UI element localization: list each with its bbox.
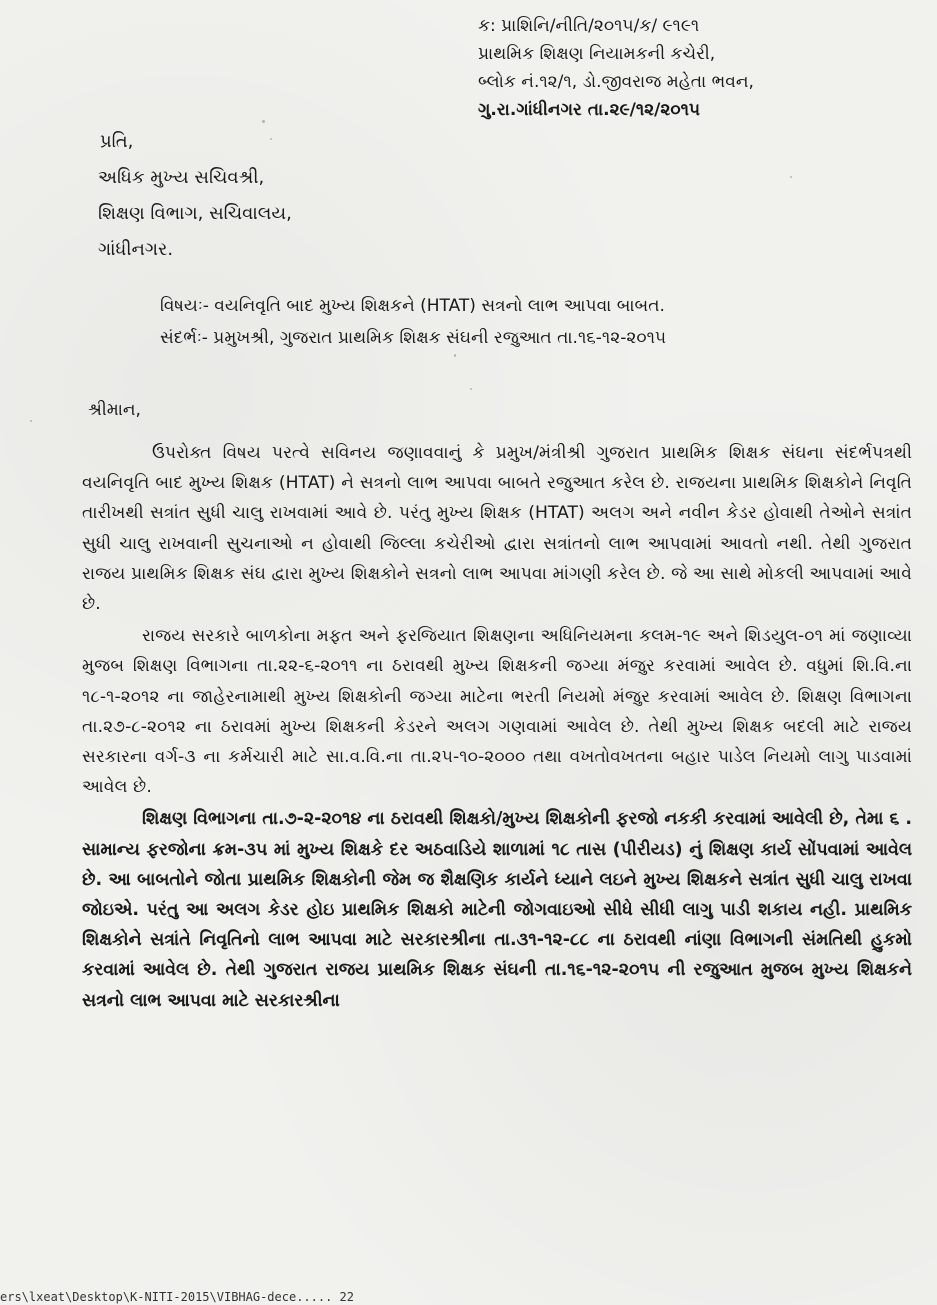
scan-speckle xyxy=(454,354,456,357)
addressee-line-3: ગાંધીનગર. xyxy=(98,239,174,260)
paragraph-1: ઉપરોક્ત વિષય પરત્વે સવિનય જણાવવાનું કે પ્રમુખ/મંત્રીશ્રી ગુજરાત પ્રાથમિક શિક્ષક સંઘના સંદર્ભપત્રથી વયનિવૃતિ બાદ મુખ્ય શિક્ષક (HTAT) ને સત્રનો લાભ આપવા બાબતે રજુઆત કરેલ છે. રાજયના પ્રાથમિક શિક્ષકોને નિવૃતિ તારીખથી સત્રાંત સુધી ચાલુ રાખવામાં આવે છે. પરંતુ મુખ્ય શિક્ષક (HTAT) અલગ અને નવીન કેડર હોવાથી તેઓને સત્રાંત સુધી ચાલુ રાખવાની સુચનાઓ ન હોવાથી જિલ્લા કચેરીઓ દ્વારા સત્રાંતનો લાભ આપવામાં આવતો નથી. તેથી ગુજરાત રાજય પ્રાથમિક શિક્ષક સંઘ દ્વારા મુખ્ય શિક્ષકોને સત્રનો લાભ આપવા માંગણી કરેલ છે. જે આ સાથે મોકલી આપવામાં આવે છે. xyxy=(82,443,912,615)
office-name: પ્રાથમિક શિક્ષણ નિયામકની કચેરી, xyxy=(478,44,716,64)
letter-body xyxy=(82,438,912,1018)
scan-speckle xyxy=(262,120,265,123)
reference-line: સંદર્ભઃ- પ્રમુખશ્રી, ગુજરાત પ્રાથમિક શિક્ષક સંઘની રજુઆત તા.૧૬-૧૨-૨૦૧૫ xyxy=(160,328,667,348)
file-path-footer: ers\lxeat\Desktop\K-NITI-2015\VIBHAG-dece..... 22 xyxy=(0,1290,355,1304)
scan-speckle xyxy=(30,420,32,422)
paragraph-2: રાજય સરકારે બાળકોના મફત અને ફરજિયાત શિક્ષણના અધિનિયમના કલમ-૧૯ અને શિડયુલ-૦૧ માં જણાવ્યા મુજબ શિક્ષણ વિભાગના તા.૨૨-૬-૨૦૧૧ ના ઠરાવથી મુખ્ય શિક્ષકની જગ્યા મંજુર કરવામાં આવેલ છે. વધુમાં શિ.વિ.ના ૧૮-૧-૨૦૧૨ ના જાહેરનામાથી મુખ્ય શિક્ષકોની જગ્યા માટેના ભરતી નિયમો મંજુર કરવામાં આવેલ છે. શિક્ષણ વિભાગના તા.૨૭-૮-૨૦૧૨ ના ઠરાવમાં મુખ્ય શિક્ષકની કેડરને અલગ ગણવામાં આવેલ છે. તેથી મુખ્ય શિક્ષક બદલી માટે રાજય સરકારના વર્ગ-૩ ના કર્મચારી માટે સા.વ.વિ.ના તા.૨૫-૧૦-૨૦૦૦ તથા વખતોવખતના બહાર પાડેલ નિયમો લાગુ પાડવામાં આવેલ છે. xyxy=(82,626,912,798)
addressee-block xyxy=(100,124,460,268)
reference-number: ક: પ્રાશિનિ/નીતિ/૨૦૧૫/ક/ ૯૧૯૧ xyxy=(478,16,700,36)
addressee-line-1: અધિક મુખ્ય સચિવશ્રી, xyxy=(98,167,265,188)
addressee-to: પ્રતિ, xyxy=(100,131,134,152)
scan-speckle xyxy=(470,388,472,390)
subject-line: વિષયઃ- વયનિવૃતિ બાદ મુખ્ય શિક્ષકને (HTAT) સત્રનો લાભ આપવા બાબત. xyxy=(160,296,665,316)
paragraph-3: શિક્ષણ વિભાગના તા.૭-૨-૨૦૧૪ ના ઠરાવથી શિક્ષકો/મુખ્ય શિક્ષકોની ફરજો નકકી કરવામાં આવેલી છે, તેમા ૬ . સામાન્ય ફરજોના ક્રમ-૩૫ માં મુખ્ય શિક્ષકે દર અઠવાડિયે શાળામાં ૧૮ તાસ (પીરીયડ) નું શિક્ષણ કાર્ય સોંપવામાં આવેલ છે. આ બાબતોને જોતા પ્રાથમિક શિક્ષકોની જેમ જ શૈક્ષણિક કાર્યને ધ્યાને લઇને મુખ્ય શિક્ષકને સત્રાંત સુધી ચાલુ રાખવા જોઇએ. પરંતુ આ અલગ કેડર હોઇ પ્રાથમિક શિક્ષકો માટેની જોગવાઇઓ સીધે સીધી લાગુ પાડી શકાય નહી. પ્રાથમિક શિક્ષકોને સત્રાંતે નિવૃતિનો લાભ આપવા માટે સરકારશ્રીના તા.૩૧-૧૨-૮૮ ના ઠરાવથી નાંણા વિભાગની સંમતિથી હુકમો કરવામાં આવેલ છે. તેથી ગુજરાત રાજય પ્રાથમિક શિક્ષક સંઘની તા.૧૬-૧૨-૨૦૧૫ ની રજુઆત મુજબ મુખ્ય શિક્ષકને સત્રનો લાભ આપવા માટે સરકારશ્રીના xyxy=(82,809,912,1011)
addressee-line-2: શિક્ષણ વિભાગ, સચિવાલય, xyxy=(98,203,292,224)
scan-speckle xyxy=(270,138,272,140)
place-and-date: ગુ.રા.ગાંધીનગર તા.૨૯/૧૨/૨૦૧૫ xyxy=(478,100,701,120)
scan-speckle xyxy=(790,176,792,178)
letter-header xyxy=(478,12,918,124)
subject-block xyxy=(160,290,930,354)
salutation: શ્રીમાન, xyxy=(88,400,141,420)
office-address: બ્લોક નં.૧૨/૧, ડો.જીવરાજ મહેતા ભવન, xyxy=(478,72,754,92)
